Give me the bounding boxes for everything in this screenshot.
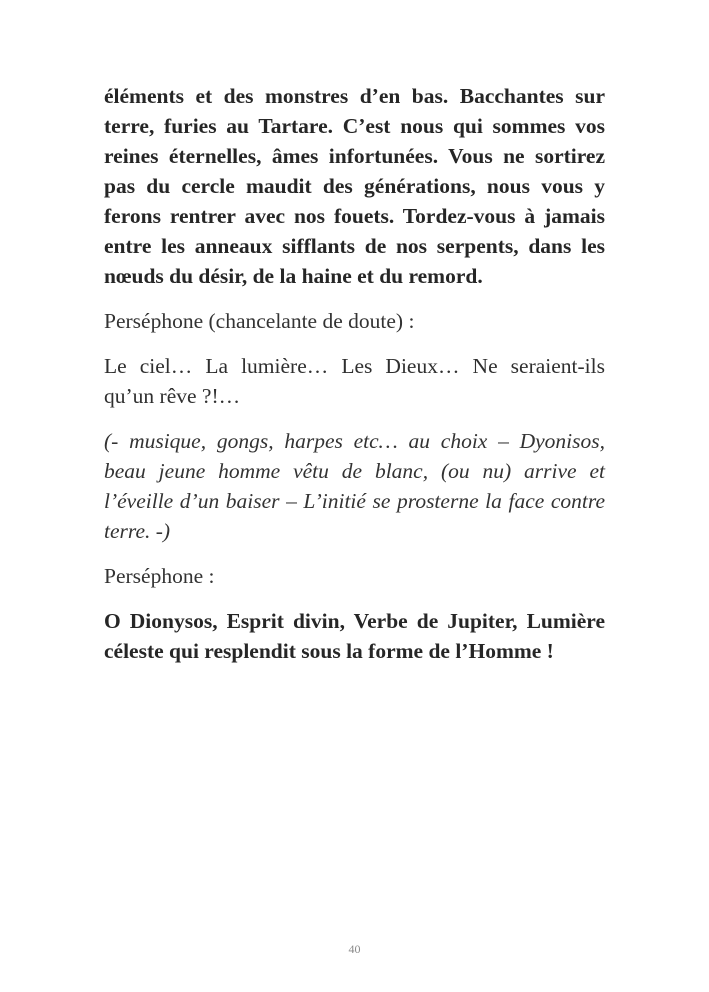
invocation-paragraph: O Dionysos, Esprit divin, Verbe de Jupiter, Lumière céleste qui resplendit sous la forme de l’Homme !	[104, 609, 605, 663]
speaker-line-persephone-doubt: Perséphone (chancelante de doute) :	[104, 309, 415, 333]
stage-direction-paragraph: (- musique, gongs, harpes etc… au choix – Dyonisos, beau jeune homme vêtu de blanc, (ou nu) arrive et l’éveille d’un baiser – L’initié se prosterne la face contre terre. -)	[104, 429, 605, 543]
speaker-line-persephone: Perséphone :	[104, 564, 215, 588]
document-body	[104, 81, 605, 681]
persephone-speech-paragraph: Le ciel… La lumière… Les Dieux… Ne seraient-ils qu’un rêve ?!…	[104, 354, 605, 408]
page-number: 40	[348, 942, 361, 956]
chorus-speech-paragraph: éléments et des monstres d’en bas. Bacchantes sur terre, furies au Tartare. C’est nous qui sommes vos reines éternelles, âmes infortunées. Vous ne sortirez pas du cercle maudit des générations, nous vous y ferons rentrer avec nos fouets. Tordez-vous à jamais entre les anneaux sifflants de nos serpents, dans les nœuds du désir, de la haine et du remord.	[104, 84, 605, 288]
